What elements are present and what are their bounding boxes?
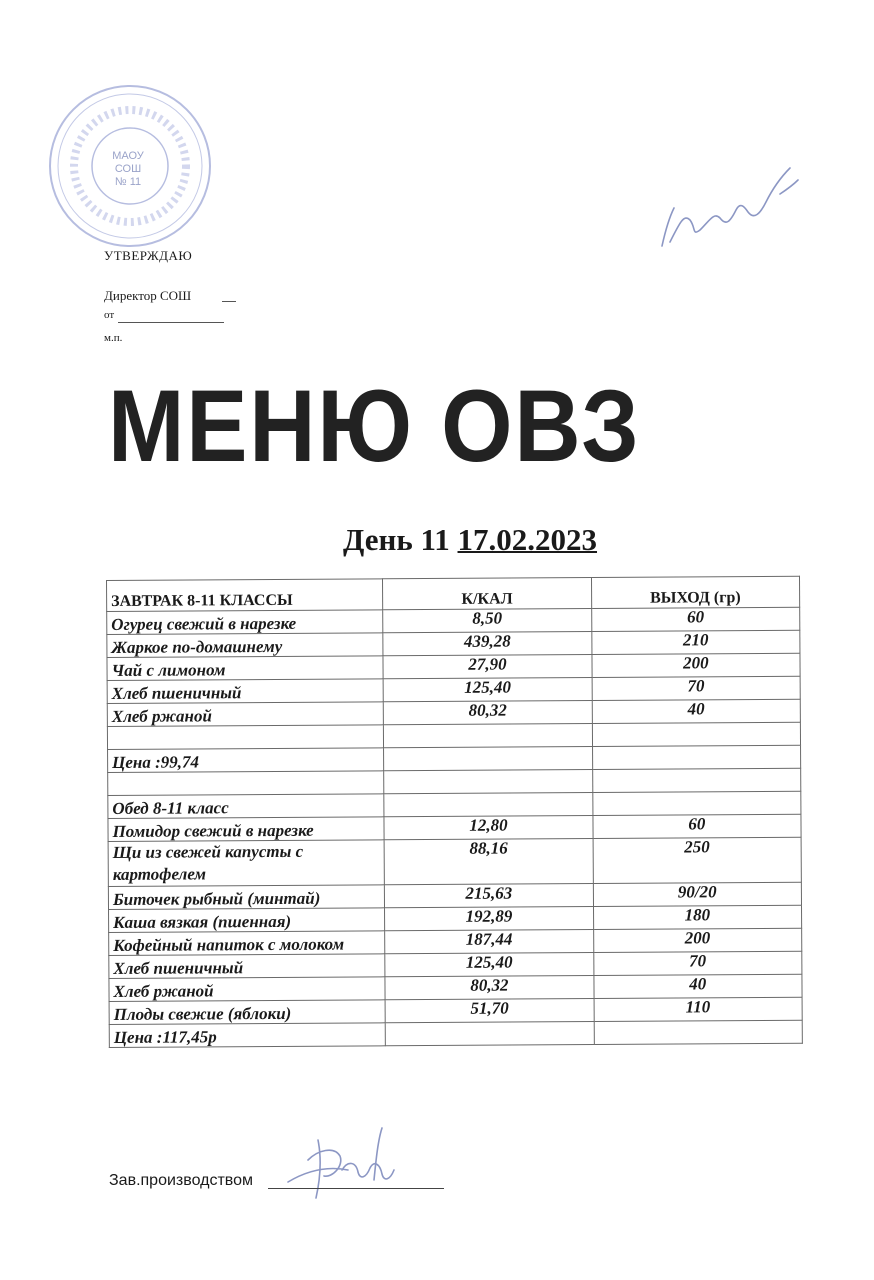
cell-kcal: 8,50 (383, 609, 591, 633)
table-row (108, 837, 801, 886)
cell-output: 60 (591, 607, 800, 631)
cell-kcal: 80,32 (385, 976, 593, 1000)
cell-output (592, 768, 801, 792)
production-manager-label: Зав.производством (109, 1172, 253, 1189)
cell-dish (108, 771, 384, 796)
cell-dish: Огурец свежий в нарезке (107, 610, 383, 635)
cell-kcal: 125,40 (383, 678, 591, 702)
cell-kcal: 192,89 (385, 907, 593, 931)
cell-dish: Плоды свежие (яблоки) (109, 1000, 385, 1025)
cell-dish: Хлеб пшеничный (109, 954, 385, 979)
stamp-text: МАОУ СОШ № 11 (112, 150, 144, 188)
cell-kcal: 88,16 (384, 839, 593, 885)
cell-output: 180 (593, 905, 802, 929)
table-header-row (107, 576, 800, 611)
cell-dish: Чай с лимоном (107, 656, 383, 681)
cell-dish: Цена :99,74 (108, 748, 384, 773)
menu-date: 17.02.2023 (457, 522, 598, 557)
cell-kcal (384, 747, 592, 771)
manager-signature-icon (278, 1120, 418, 1210)
director-signature-line (222, 301, 236, 302)
director-signature-icon (640, 150, 810, 260)
cell-dish: Цена :117,45р (109, 1023, 385, 1048)
cell-dish: Хлеб пшеничный (107, 679, 383, 704)
cell-output: 40 (594, 974, 803, 998)
cell-output (592, 745, 801, 769)
cell-output (592, 791, 801, 815)
day-label: День 11 (343, 522, 450, 557)
cell-output: 70 (593, 951, 802, 975)
cell-output: 210 (591, 630, 800, 654)
cell-kcal: 439,28 (383, 632, 591, 656)
column-header-output: ВЫХОД (гр) (591, 576, 800, 608)
cell-dish: Помидор свежий в нарезке (108, 817, 384, 842)
cell-kcal: 12,80 (384, 816, 592, 840)
cell-kcal (384, 793, 592, 817)
day-heading (343, 522, 597, 558)
column-header-kcal: К/КАЛ (383, 578, 592, 610)
manager-signature-line (268, 1188, 444, 1189)
cell-dish: Обед 8-11 класс (108, 794, 384, 819)
cell-output (592, 722, 801, 746)
cell-kcal: 187,44 (385, 930, 593, 954)
menu-table (106, 576, 803, 1048)
cell-dish: Биточек рыбный (минтай) (108, 885, 384, 910)
cell-dish: Хлеб ржаной (109, 977, 385, 1002)
date-from-label: от (104, 309, 115, 321)
cell-output (594, 1020, 803, 1044)
cell-output: 40 (592, 699, 801, 723)
cell-kcal: 125,40 (385, 953, 593, 977)
stamp-place-label: м.п. (104, 332, 123, 344)
cell-kcal: 215,63 (385, 884, 593, 908)
director-label: Директор СОШ (104, 288, 192, 303)
cell-kcal (385, 1022, 593, 1046)
cell-kcal: 27,90 (383, 655, 591, 679)
cell-dish (107, 725, 383, 750)
cell-output: 200 (593, 928, 802, 952)
cell-output: 250 (593, 837, 802, 883)
cell-output: 90/20 (593, 882, 802, 906)
date-line (118, 322, 224, 323)
cell-output: 60 (593, 814, 802, 838)
cell-dish: Щи из свежей капусты с картофелем (108, 840, 385, 887)
cell-dish: Каша вязкая (пшенная) (109, 908, 385, 933)
column-header-dish: ЗАВТРАК 8-11 КЛАССЫ (107, 579, 383, 612)
cell-dish: Жаркое по-домашнему (107, 633, 383, 658)
cell-dish: Кофейный напиток с молоком (109, 931, 385, 956)
page-title: МЕНЮ ОВЗ (108, 369, 641, 483)
cell-kcal: 51,70 (385, 999, 593, 1023)
cell-dish: Хлеб ржаной (107, 702, 383, 727)
approval-heading: УТВЕРЖДАЮ (104, 248, 193, 263)
table-row (109, 1020, 802, 1047)
cell-kcal: 80,32 (383, 701, 591, 725)
cell-kcal (384, 724, 592, 748)
cell-kcal (384, 770, 592, 794)
cell-output: 110 (594, 997, 803, 1021)
cell-output: 200 (592, 653, 801, 677)
cell-output: 70 (592, 676, 801, 700)
